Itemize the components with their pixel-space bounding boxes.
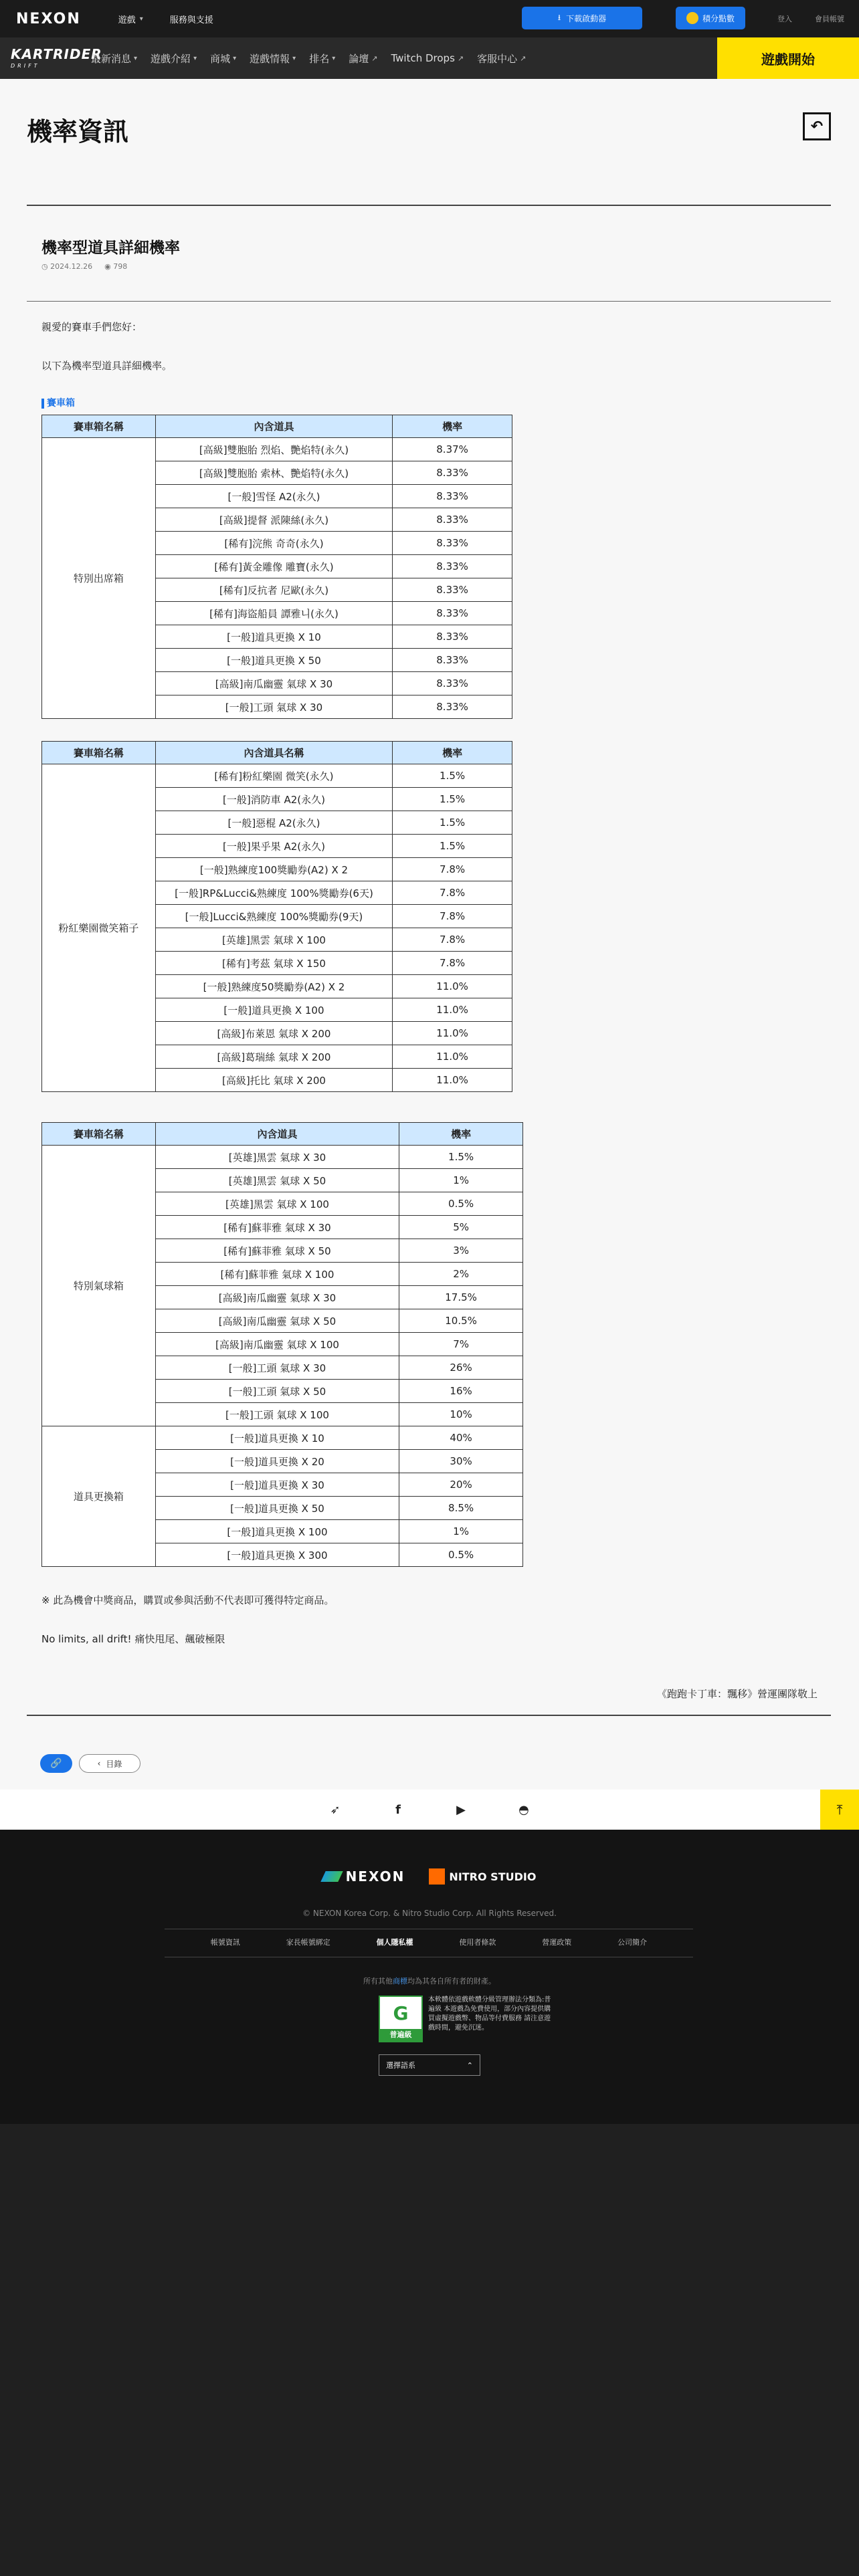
probability-cell: 30% (399, 1450, 523, 1473)
probability-cell: 1.5% (393, 788, 512, 811)
item-cell: [高級]托比 氣球 X 200 (155, 1069, 393, 1092)
nav-game-intro-label: 遊戲介紹 (151, 52, 191, 65)
divider (27, 205, 831, 206)
download-label: 下載啟動器 (566, 13, 607, 23)
probability-cell: 2% (399, 1263, 523, 1286)
nav-forum[interactable] (349, 51, 377, 66)
chevron-up-icon: ⌃ (466, 2060, 473, 2070)
chevron-down-icon: ▾ (139, 15, 143, 23)
table-row (42, 1146, 523, 1169)
item-cell: [高級]布萊恩 氣球 X 200 (155, 1022, 393, 1045)
probability-cell: 10.5% (399, 1309, 523, 1333)
table-header-cell: 賽車箱名稱 (42, 742, 156, 764)
item-cell: [稀有]海盜船員 譚雅니(永久) (155, 602, 392, 625)
nav-news-label: 最新消息 (91, 52, 132, 65)
item-cell: [一般]道具更換 X 20 (155, 1450, 399, 1473)
probability-cell: 8.33% (393, 602, 512, 625)
probability-cell: 11.0% (393, 1045, 512, 1069)
table-header-cell: 內含道具名稱 (155, 742, 393, 764)
nav-shop[interactable] (210, 51, 236, 66)
item-cell: [一般]道具更換 X 10 (155, 1426, 399, 1450)
date (41, 262, 92, 271)
table-row (42, 764, 512, 788)
scroll-top-button[interactable] (820, 1790, 859, 1830)
probability-cell: 8.33% (393, 578, 512, 602)
item-cell: [一般]消防車 A2(永久) (155, 788, 393, 811)
nexon-footer-logo (323, 1868, 405, 1885)
trademark-note-after: 均為其各自所有者的財產。 (407, 1977, 496, 1985)
points-button[interactable] (676, 7, 745, 29)
item-cell: [高級]雙胞胎 索林、艷焰特(永久) (155, 461, 392, 485)
rating-text: 本軟體依遊戲軟體分級管理辦法分類為:普遍級 本遊戲為免費使用，部分內容提供購買虛擬遊戲幣、物品等付費服務 請注意遊戲時間，避免沉迷。 (428, 1996, 551, 2032)
probability-cell: 7.8% (393, 881, 512, 905)
table-header-row (42, 415, 512, 438)
item-cell: [一般]道具更換 X 50 (155, 649, 392, 672)
external-link-icon: ↗ (520, 53, 527, 63)
page-title: 機率資訊 (27, 117, 129, 146)
footer-link-policy[interactable]: 營運政策 (542, 1938, 572, 1947)
footer (0, 1830, 859, 2124)
main-content (0, 79, 859, 1790)
probability-cell: 8.33% (393, 695, 512, 719)
article-meta (41, 262, 127, 271)
nexon-footer-text: NEXON (345, 1868, 405, 1885)
probability-cell: 8.33% (393, 555, 512, 578)
probability-table (41, 1122, 523, 1567)
language-select[interactable] (379, 2054, 480, 2076)
nav-twitch-drops[interactable] (391, 52, 464, 64)
chevron-down-icon: ▾ (292, 54, 296, 62)
copy-link-button[interactable] (40, 1754, 72, 1773)
kartrider-logo-text: KARTRIDER (11, 46, 102, 62)
table-header-cell: 賽車箱名稱 (42, 415, 156, 438)
external-link-icon: ↗ (371, 53, 378, 63)
nav-shop-label: 商城 (210, 52, 231, 65)
download-launcher-button[interactable] (522, 7, 642, 29)
login-link[interactable]: 登入 (777, 15, 792, 23)
item-cell: [一般]道具更換 X 300 (155, 1543, 399, 1567)
nav-support[interactable] (477, 51, 526, 66)
probability-cell: 7.8% (393, 905, 512, 928)
table-header-row (42, 1123, 523, 1146)
signature-text: 《跑跑卡丁車：飄移》營運團隊敬上 (656, 1688, 818, 1700)
kartrider-icon[interactable]: ➶ (330, 1802, 341, 1817)
rating-badge-label: 普遍級 (380, 2029, 421, 2041)
kartrider-logo-sub: DRIFT (11, 63, 40, 69)
probability-cell: 8.37% (393, 438, 512, 461)
trademark-note (0, 1975, 859, 1986)
probability-cell: 11.0% (393, 998, 512, 1022)
youtube-icon[interactable]: ▶ (456, 1802, 466, 1817)
notice-text: ※ 此為機會中獎商品，購買或參與活動不代表即可獲得特定商品。 (41, 1594, 335, 1606)
item-cell: [一般]惡棍 A2(永久) (155, 811, 393, 835)
nav-game-info-label: 遊戲情報 (250, 52, 290, 65)
games-menu-label: 遊戲 (118, 15, 136, 25)
probability-cell: 0.5% (399, 1192, 523, 1216)
external-link-icon: ↗ (457, 53, 464, 63)
chevron-left-icon: ‹ (97, 1759, 101, 1768)
item-cell: [一般]果乎果 A2(永久) (155, 835, 393, 858)
back-icon[interactable]: ↶ (803, 112, 831, 140)
item-cell: [一般]熟練度50獎勵券(A2) X 2 (155, 975, 393, 998)
slogan-text: No limits, all drift! 痛快甩尾、飆破極限 (41, 1633, 225, 1645)
social-bar (0, 1790, 859, 1830)
facebook-icon[interactable]: f (395, 1802, 401, 1817)
item-cell: [高級]南瓜幽靈 氣球 X 100 (155, 1333, 399, 1356)
article-views: 798 (113, 262, 128, 271)
nav-game-intro[interactable] (151, 51, 197, 66)
trademark-link[interactable]: 商標 (393, 1977, 407, 1985)
probability-cell: 7.8% (393, 858, 512, 881)
table-row (42, 438, 512, 461)
trademark-note-before: 所有其他 (363, 1977, 393, 1985)
probability-cell: 8.33% (393, 649, 512, 672)
list-button[interactable] (79, 1754, 140, 1773)
probability-cell: 11.0% (393, 1022, 512, 1045)
item-cell: [稀有]蘇菲雅 氣球 X 100 (155, 1263, 399, 1286)
probability-cell: 1.5% (393, 835, 512, 858)
footer-link-company[interactable]: 公司簡介 (617, 1938, 648, 1947)
language-select-label: 選擇語系 (386, 2061, 415, 2070)
probability-cell: 10% (399, 1403, 523, 1426)
nitro-footer-logo (429, 1868, 536, 1885)
probability-cell: 8.33% (393, 672, 512, 695)
global-nav (0, 0, 859, 37)
probability-cell: 26% (399, 1356, 523, 1380)
game-nav-menu (91, 51, 526, 66)
probability-cell: 3% (399, 1239, 523, 1263)
footer-logos (0, 1868, 859, 1885)
probability-cell: 11.0% (393, 1069, 512, 1092)
nav-forum-label: 論壇 (349, 52, 369, 65)
nexon-mark-icon (320, 1871, 343, 1882)
box-name-cell: 粉紅樂園微笑箱子 (42, 764, 156, 1092)
footer-link-parent[interactable]: 家長帳號綁定 (286, 1938, 330, 1947)
chevron-down-icon: ▾ (233, 54, 237, 62)
probability-cell: 17.5% (399, 1286, 523, 1309)
item-cell: [一般]工頭 氣球 X 30 (155, 1356, 399, 1380)
probability-table (41, 415, 512, 719)
arrow-up-icon: ⤒ (836, 1802, 843, 1818)
item-cell: [稀有]蘇菲雅 氣球 X 30 (155, 1216, 399, 1239)
probability-cell: 8.33% (393, 508, 512, 532)
item-cell: [稀有]反抗者 尼歐(永久) (155, 578, 392, 602)
article-title: 機率型道具詳細機率 (41, 239, 180, 257)
intro-text: 以下為機率型道具詳細機率。 (41, 360, 173, 372)
footer-link-terms[interactable]: 使用者條款 (459, 1938, 496, 1947)
probability-cell: 1.5% (393, 811, 512, 835)
probability-cell: 1% (399, 1169, 523, 1192)
item-cell: [一般]工頭 氣球 X 30 (155, 695, 392, 719)
discord-icon[interactable]: ◓ (518, 1802, 529, 1817)
probability-cell: 7.8% (393, 928, 512, 952)
game-nav (0, 37, 859, 79)
item-cell: [英雄]黑雲 氣球 X 100 (155, 1192, 399, 1216)
rating-badge (379, 1996, 423, 2042)
item-cell: [英雄]黑雲 氣球 X 50 (155, 1169, 399, 1192)
item-cell: [高級]南瓜幽靈 氣球 X 30 (155, 1286, 399, 1309)
table-header-cell: 賽車箱名稱 (42, 1123, 156, 1146)
views (104, 262, 127, 271)
games-menu[interactable] (118, 13, 143, 25)
chevron-down-icon: ▾ (193, 54, 197, 62)
box-name-cell: 特別出席箱 (42, 438, 156, 719)
item-cell: [高級]提督 派陳絲(永久) (155, 508, 392, 532)
table-header-cell: 機率 (399, 1123, 523, 1146)
item-cell: [一般]道具更換 X 50 (155, 1497, 399, 1520)
item-cell: [一般]雪怪 A2(永久) (155, 485, 392, 508)
probability-cell: 7.8% (393, 952, 512, 975)
copyright: © NEXON Korea Corp. & Nitro Studio Corp. All Rights Reserved. (302, 1909, 557, 1918)
game-start-button[interactable]: 遊戲開始 (717, 37, 859, 79)
item-cell: [稀有]黃金雕像 雕寶(永久) (155, 555, 392, 578)
item-cell: [稀有]蘇菲雅 氣球 X 50 (155, 1239, 399, 1263)
probability-cell: 16% (399, 1380, 523, 1403)
nav-ranking-label: 排名 (309, 52, 330, 65)
probability-cell: 8.33% (393, 625, 512, 649)
clock-icon: ◷ (41, 262, 48, 271)
item-cell: [英雄]黑雲 氣球 X 30 (155, 1146, 399, 1169)
probability-cell: 5% (399, 1216, 523, 1239)
table-header-cell: 內含道具 (155, 1123, 399, 1146)
nav-ranking[interactable] (309, 51, 335, 66)
probability-cell: 11.0% (393, 975, 512, 998)
item-cell: [一般]工頭 氣球 X 100 (155, 1403, 399, 1426)
account-link[interactable]: 會員帳號 (815, 15, 844, 23)
item-cell: [一般]道具更換 X 100 (155, 1520, 399, 1543)
eye-icon: ◉ (104, 262, 111, 271)
table-header-cell: 機率 (393, 415, 512, 438)
item-cell: [一般]熟練度100獎勵券(A2) X 2 (155, 858, 393, 881)
support-link[interactable]: 服務與支援 (169, 15, 213, 25)
chevron-down-icon: ▾ (332, 54, 336, 62)
item-cell: [高級]南瓜幽靈 氣球 X 30 (155, 672, 392, 695)
item-cell: [高級]雙胞胎 烈焰、艷焰特(永久) (155, 438, 392, 461)
probability-table (41, 741, 512, 1092)
table-header-cell: 內含道具 (155, 415, 392, 438)
coin-icon (686, 12, 698, 24)
list-button-label: 目錄 (106, 1759, 122, 1769)
item-cell: [稀有]浣熊 奇奇(永久) (155, 532, 392, 555)
nexon-logo[interactable]: NEXON (16, 10, 81, 27)
probability-cell: 1.5% (393, 764, 512, 788)
item-cell: [一般]道具更換 X 30 (155, 1473, 399, 1497)
probability-cell: 8.5% (399, 1497, 523, 1520)
probability-cell: 8.33% (393, 485, 512, 508)
nav-game-info[interactable] (250, 51, 296, 66)
item-cell: [稀有]粉紅樂園 微笑(永久) (155, 764, 393, 788)
footer-link-privacy[interactable]: 個人隱私權 (376, 1938, 413, 1947)
box-name-cell: 道具更換箱 (42, 1426, 156, 1567)
divider (27, 301, 831, 302)
nav-twitch-drops-label: Twitch Drops (391, 52, 455, 64)
item-cell: [一般]道具更換 X 10 (155, 625, 392, 649)
table-row (42, 1426, 523, 1450)
section-label: 賽車箱 (41, 399, 75, 409)
nitro-mark-icon (429, 1868, 445, 1885)
chevron-down-icon: ▾ (134, 54, 138, 62)
probability-cell: 1% (399, 1520, 523, 1543)
points-label: 積分點數 (702, 13, 735, 23)
footer-link-account[interactable]: 帳號資訊 (210, 1938, 240, 1947)
kartrider-logo[interactable] (11, 41, 102, 75)
footer-links (165, 1937, 693, 1947)
divider (27, 1715, 831, 1716)
item-cell: [一般]道具更換 X 100 (155, 998, 393, 1022)
item-cell: [一般]RP&Lucci&熟練度 100%獎勵券(6天) (155, 881, 393, 905)
item-cell: [高級]南瓜幽靈 氣球 X 50 (155, 1309, 399, 1333)
download-icon: ⭳ (557, 12, 561, 22)
item-cell: [高級]葛瑞絲 氣球 X 200 (155, 1045, 393, 1069)
page-background (0, 2124, 859, 2552)
probability-cell: 7% (399, 1333, 523, 1356)
rating-info (379, 1996, 554, 2042)
item-cell: [一般]工頭 氣球 X 50 (155, 1380, 399, 1403)
item-cell: [英雄]黑雲 氣球 X 100 (155, 928, 393, 952)
rating-g-icon: G (380, 1997, 421, 2029)
probability-cell: 1.5% (399, 1146, 523, 1169)
box-name-cell: 特別氣球箱 (42, 1146, 156, 1426)
link-icon: 🔗 (50, 1758, 62, 1769)
article-date: 2024.12.26 (50, 262, 93, 271)
nav-support-label: 客服中心 (477, 52, 518, 65)
nav-news[interactable] (91, 51, 137, 66)
nitro-footer-text: NITRO STUDIO (449, 1870, 537, 1883)
table-header-cell: 機率 (393, 742, 512, 764)
greeting-text: 親愛的賽車手們您好： (41, 321, 142, 333)
table-header-row (42, 742, 512, 764)
probability-cell: 0.5% (399, 1543, 523, 1567)
item-cell: [一般]Lucci&熟練度 100%獎勵券(9天) (155, 905, 393, 928)
probability-cell: 20% (399, 1473, 523, 1497)
probability-cell: 8.33% (393, 532, 512, 555)
item-cell: [稀有]考茲 氣球 X 150 (155, 952, 393, 975)
probability-cell: 40% (399, 1426, 523, 1450)
probability-cell: 8.33% (393, 461, 512, 485)
